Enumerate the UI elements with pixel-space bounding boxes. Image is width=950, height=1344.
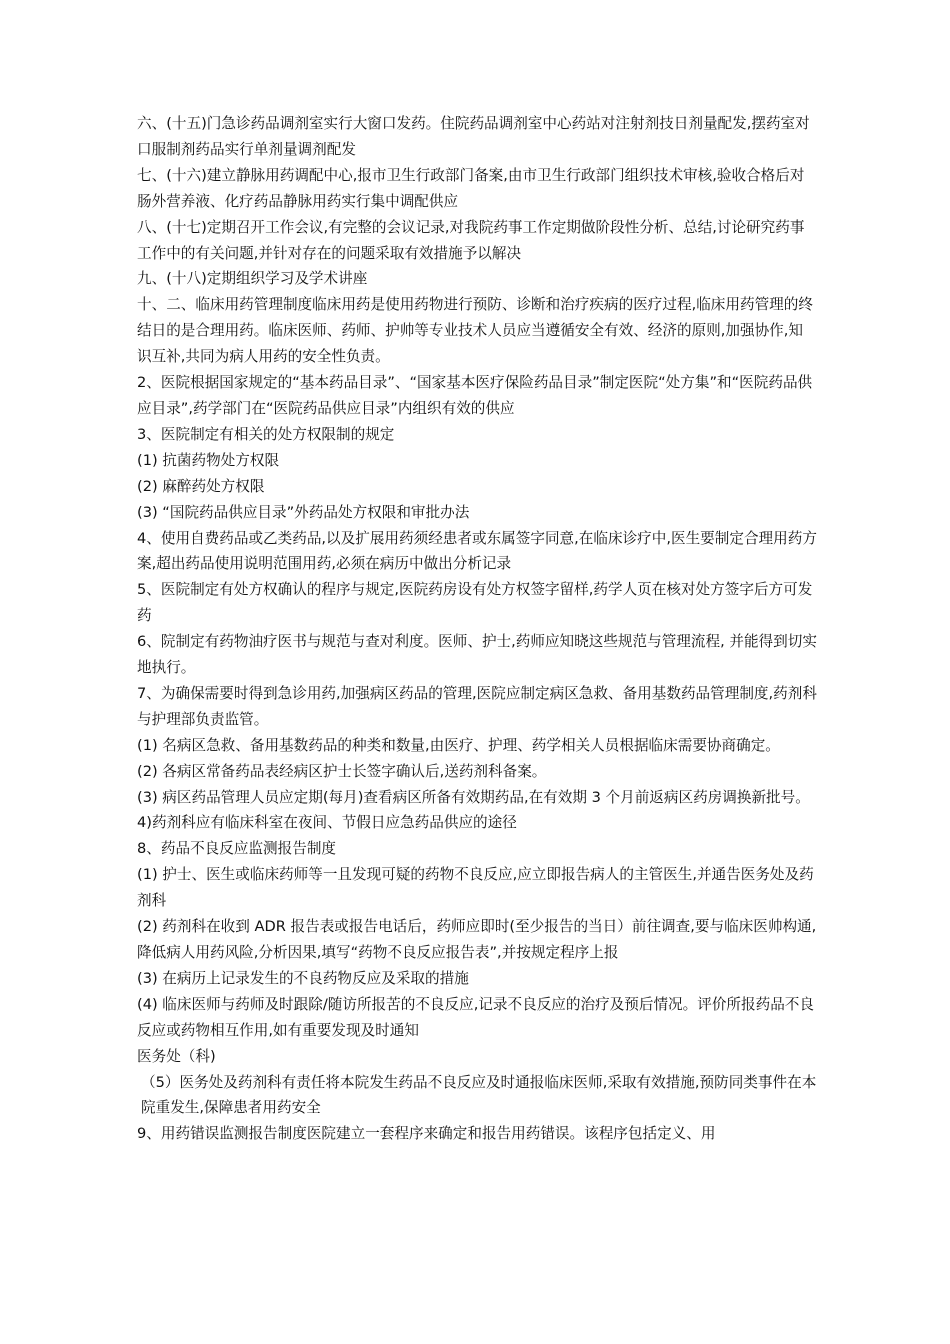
paragraph-14: 7、为确保需要时得到急诊用药,加强病区药品的管理,医院应制定病区急救、备用基数药品管理制度,药剂科与护理部负责监管。 <box>137 684 817 728</box>
paragraph-18: 4)药剂科应有临床科室在夜间、节假日应急药品供应的途径 <box>137 814 517 832</box>
paragraph-20: (1) 护士、医生或临床药师等一且发现可疑的药物不良反应,应立即报告病人的主管医生,并通告医务处及药剂科 <box>137 866 814 910</box>
paragraph-13: 6、院制定有药物油疗医书与规范与查对利度。医师、护士,药师应知晓这些规范与管理流程, 并能得到切实地执行。 <box>137 633 817 677</box>
paragraph-11: 4、使用自费药品或乙类药品,以及扩展用药须经患者或东属签字同意,在临床诊疗中,医生要制定合理用药方案,超出药品使用说明范围用药,必须在病历中做出分析记录 <box>137 529 817 573</box>
paragraph-3: 八、(十七)定期召开工作会议,有完整的会议记录,对我院药事工作定期做阶段性分析、总结,讨论研究药事工作中的有关问题,并针对存在的问题采取有效措施予以解决 <box>137 218 805 262</box>
paragraph-9: (2) 麻醉药处方权限 <box>137 477 265 495</box>
paragraph-5: 十、二、临床用药管理制度临床用药是使用药物进行预防、诊断和治疗疾病的医疗过程,临床用药管理的终结日的是合理用药。临床医师、药师、护帅等专业技术人员应当遵循安全有效、经济的原则,加强协作,知识互补,共同为病人用药的安全性负责。 <box>137 296 813 366</box>
paragraph-19: 8、药品不良反应监测报告制度 <box>137 840 337 858</box>
paragraph-12: 5、医院制定有处方权确认的程序与规定,医院药房设有处方权签字留样,药学人页在核对处方签字后方可发药 <box>137 581 813 625</box>
paragraph-22: (3) 在病历上记录发生的不良药物反应及采取的措施 <box>137 969 469 987</box>
paragraph-16: (2) 各病区常备药品表经病区护士长签字确认后,送药剂科备案。 <box>137 762 547 780</box>
document-body <box>137 111 817 1147</box>
paragraph-7: 3、医院制定有相关的处方权限制的规定 <box>137 425 395 443</box>
paragraph-25: （5）医务处及药剂科有责任将本院发生药品不良反应及时通报临床医师,采取有效措施,预防同类事件在本院重发生,保障患者用药安全 <box>141 1073 817 1117</box>
paragraph-6: 2、医院根据国家规定的“基本药品目录”、“国家基本医疗保险药品目录”制定医院“处方集”和“医院药品供应目录”,药学部门在“医院药品供应目录”内组织有效的供应 <box>137 374 813 417</box>
paragraph-26: 9、用药错误监测报告制度医院建立一套程序来确定和报告用药错误。该程序包括定义、用 <box>137 1125 716 1143</box>
paragraph-8: (1) 抗菌药物处方权限 <box>137 451 280 469</box>
paragraph-10: (3) “国院药品供应目录”外药品处方权限和审批办法 <box>137 503 470 521</box>
paragraph-4: 九、(十八)定期组织学习及学术讲座 <box>137 270 368 288</box>
paragraph-23: (4) 临床医师与药师及时跟除/随访所报苦的不良反应,记录不良反应的治疗及预后情况。评价所报药品不良反应或药物相互作用,如有重要发现及时通知 <box>137 995 814 1039</box>
paragraph-24: 医务处（科) <box>137 1047 216 1065</box>
paragraph-1: 六、(十五)门急诊药品调剂室实行大窗口发药。住院药品调剂室中心药站对注射剂技日剂量配发,摆药室对口服制剂药品实行单剂量调剂配发 <box>137 115 810 158</box>
paragraph-2: 七、(十六)建立静脉用药调配中心,报市卫生行政部门备案,由市卫生行政部门组织技术审核,验收合格后对肠外营养液、化疗药品静脉用药实行集中调配供应 <box>137 166 805 210</box>
paragraph-15: (1) 名病区急救、备用基数药品的种类和数量,由医疗、护理、药学相关人员根据临床需要协商确定。 <box>137 736 780 754</box>
paragraph-17: (3) 病区药品管理人员应定期(每月)查看病区所备有效期药品,在有效期 3 个月前返病区药房调换新批号。 <box>137 788 810 806</box>
paragraph-21: (2) 药剂科在收到 ADR 报告表或报告电话后，药师应即时(至少报告的当日）前往调查,要与临床医帅构通,降低病人用药风险,分析因果,填写“药物不良反应报告表”,并按规定程序上报 <box>137 918 817 961</box>
